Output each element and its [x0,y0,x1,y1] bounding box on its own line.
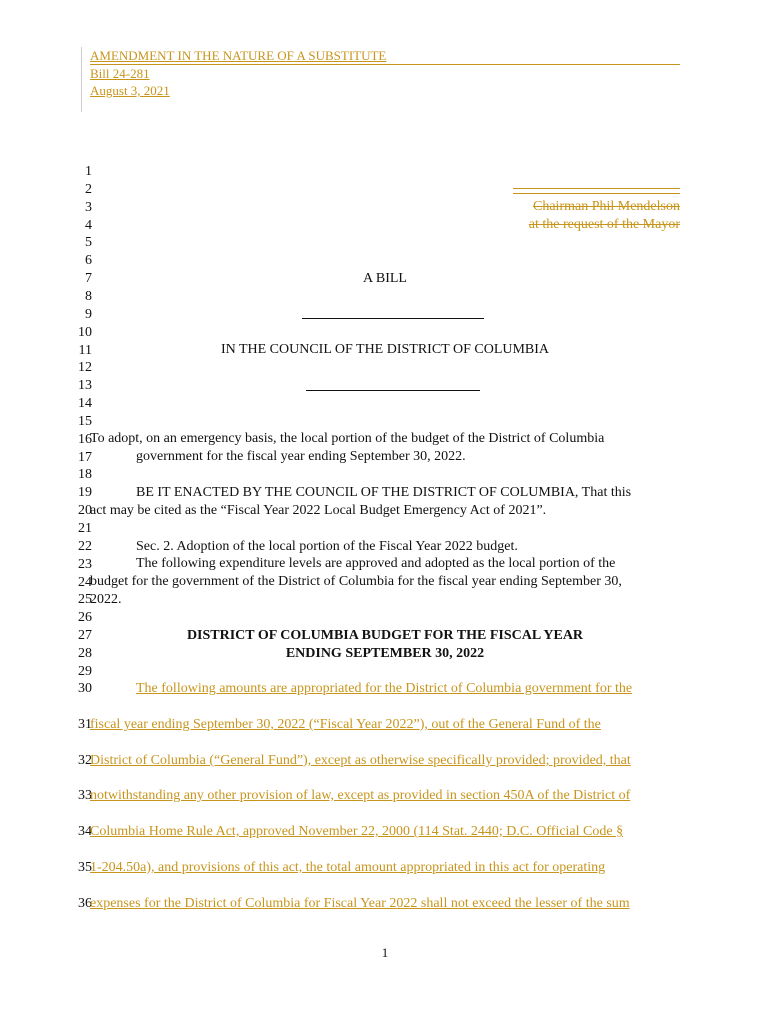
line-number: 12 [78,360,92,376]
sec2-line-1: The following expenditure levels are approved and adopted as the local portion of the [136,556,616,571]
line-number: 23 [78,556,92,572]
line-number: 34 [78,824,92,839]
line-number: 15 [78,413,92,429]
amendment-line-33: notwithstanding any other provision of law, except as provided in section 450A of the District of [90,788,631,803]
council-title: IN THE COUNCIL OF THE DISTRICT OF COLUMBIA [220,342,550,357]
title-rule-2 [306,390,480,391]
sec2-line-3: 2022. [90,592,122,607]
amendment-line-34: Columbia Home Rule Act, approved November 22, 2000 (114 Stat. 2440; D.C. Official Code § [90,824,624,839]
line-number: 6 [85,253,92,269]
line-number: 13 [78,378,92,394]
amendment-line-31: fiscal year ending September 30, 2022 (“Fiscal Year 2022”), out of the General Fund of the [90,717,601,732]
line-number: 10 [78,324,92,340]
line-number: 8 [85,288,92,304]
sponsor-line-1: Chairman Phil Mendelson [533,199,680,214]
sec2-heading: Sec. 2. Adoption of the local portion of the Fiscal Year 2022 budget. [136,539,518,554]
header-line-1: AMENDMENT IN THE NATURE OF A SUBSTITUTE [90,47,680,65]
amendment-line-36: expenses for the District of Columbia for Fiscal Year 2022 shall not exceed the lesser of the sum [90,896,630,911]
line-number: 4 [85,217,92,233]
line-number: 20 [78,503,92,519]
bill-title: A BILL [363,271,407,286]
amendment-line-32: District of Columbia (“General Fund”), except as otherwise specifically provided; provided, that [90,753,631,768]
header-margin-bar [81,47,82,112]
header-line-2: Bill 24-281 [90,66,150,81]
line-number: 35 [78,860,92,875]
line-number: 25 [78,592,92,608]
budget-heading-line-1: DISTRICT OF COLUMBIA BUDGET FOR THE FISCAL YEAR [186,628,584,643]
title-rule-1 [302,318,484,319]
line-number: 7 [85,271,92,287]
line-number: 16 [78,431,92,447]
line-number: 29 [78,663,92,679]
line-number: 33 [78,788,92,803]
line-number: 24 [78,574,92,590]
purpose-line-1: To adopt, on an emergency basis, the local portion of the budget of the District of Columbia [90,431,605,446]
sponsor-rule-2 [513,193,680,194]
line-number: 17 [78,449,92,465]
budget-heading-line-2: ENDING SEPTEMBER 30, 2022 [285,646,485,661]
line-number: 21 [78,521,92,536]
line-number: 1 [85,164,92,179]
amendment-line-30: The following amounts are appropriated for the District of Columbia government for the [136,681,633,696]
line-number: 36 [78,896,92,911]
line-number: 27 [78,628,92,644]
line-number: 22 [78,538,92,554]
line-number: 11 [78,342,92,358]
line-number: 9 [85,306,92,322]
sponsor-line-2: at the request of the Mayor [528,217,680,232]
purpose-line-2: government for the fiscal year ending September 30, 2022. [136,449,466,464]
sec2-line-2: budget for the government of the District of Columbia for the fiscal year ending September 30, [90,574,622,589]
line-number: 26 [78,610,92,626]
line-number: 31 [78,717,92,732]
line-number: 2 [85,181,92,197]
line-number: 28 [78,645,92,661]
amendment-header [90,47,680,99]
header-line-3: August 3, 2021 [90,83,170,98]
line-number: 18 [78,467,92,483]
line-number: 32 [78,753,92,768]
line-number: 30 [78,681,92,696]
sponsor-rule-1 [513,188,680,189]
line-number: 19 [78,485,92,501]
line-number: 14 [78,396,92,412]
enact-line-1: BE IT ENACTED BY THE COUNCIL OF THE DISTRICT OF COLUMBIA, That this [136,485,632,500]
page-number: 1 [381,945,389,960]
line-number: 5 [85,235,92,251]
amendment-line-35: 1-204.50a), and provisions of this act, the total amount appropriated in this act for operating [90,860,606,875]
enact-line-2: act may be cited as the “Fiscal Year 2022 Local Budget Emergency Act of 2021”. [90,503,547,518]
line-number: 3 [85,199,92,215]
